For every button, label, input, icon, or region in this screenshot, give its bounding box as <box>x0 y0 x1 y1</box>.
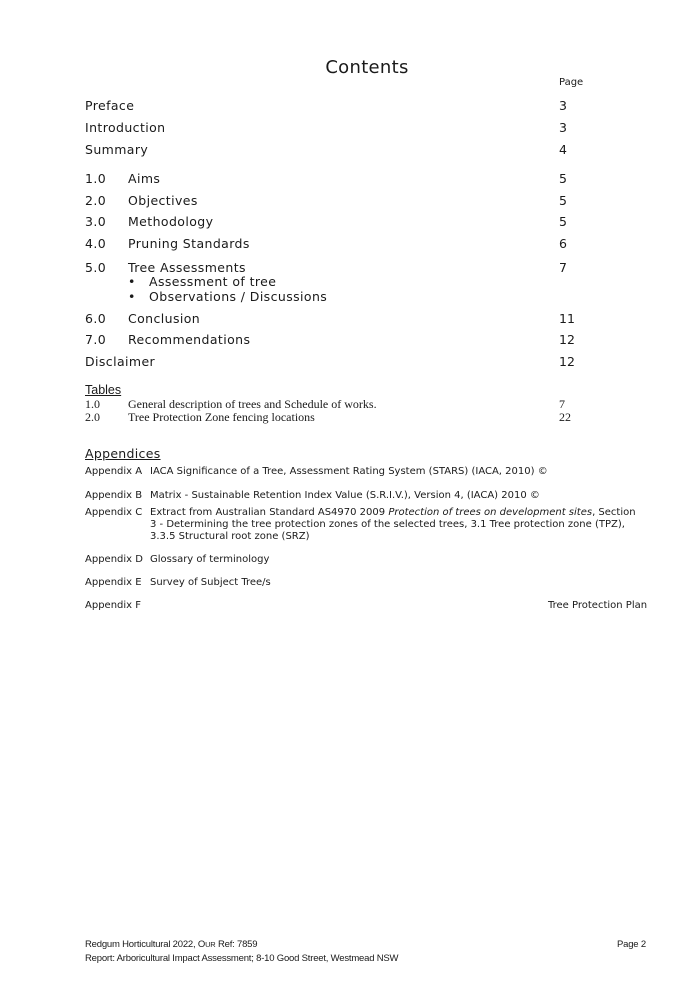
page-title: Contents <box>325 57 409 78</box>
toc-page: 6 <box>559 236 567 251</box>
appendix-code: Appendix C <box>85 507 143 518</box>
toc-number: 3.0 <box>85 214 107 229</box>
toc-page: 11 <box>559 311 575 326</box>
footer-ref: Redgum Horticultural 2022, OUR Ref: 7859 <box>85 939 258 950</box>
toc-page: 7 <box>559 260 567 275</box>
page-column-header: Page <box>559 77 584 88</box>
appendix-text: Matrix - Sustainable Retention Index Value (S.R.I.V.), Version 4, (IACA) 2010 © <box>150 490 540 501</box>
appendix-code: Appendix F <box>85 600 142 611</box>
toc-number: 6.0 <box>85 311 107 326</box>
toc-label: Conclusion <box>128 311 201 326</box>
appendices-heading: Appendices <box>85 446 161 461</box>
table-page: 7 <box>559 397 565 411</box>
toc-label: Preface <box>85 98 135 113</box>
footer-report: Report: Arboricultural Impact Assessment; 8-10 Good Street, Westmead NSW <box>85 953 399 964</box>
tables-heading: Tables <box>85 383 122 397</box>
toc-label: Summary <box>85 142 149 157</box>
appendix-code: Appendix A <box>85 466 143 477</box>
table-number: 1.0 <box>85 397 100 411</box>
toc-label: Disclaimer <box>85 354 156 369</box>
table-page: 22 <box>559 410 571 424</box>
toc-number: 5.0 <box>85 260 107 275</box>
toc-label: Aims <box>128 171 161 186</box>
toc-number: 1.0 <box>85 171 107 186</box>
toc-label: Tree Assessments <box>128 260 246 275</box>
table-number: 2.0 <box>85 410 100 424</box>
appendix-text: Extract from Australian Standard AS4970 2009 Protection of trees on development sites, Section 3 - Determining the tree protection zones of the selected trees, 3.1 Tree protection zone (TPZ), 3.3.5 Structural root zone (SRZ) <box>150 507 636 542</box>
toc-number: 4.0 <box>85 236 107 251</box>
appendix-code: Appendix D <box>85 554 143 565</box>
toc-page: 5 <box>559 193 567 208</box>
toc-page: 12 <box>559 332 575 347</box>
toc-label: Objectives <box>128 193 198 208</box>
toc-label: Introduction <box>85 120 166 135</box>
toc-page: 12 <box>559 354 575 369</box>
toc-page: 3 <box>559 120 567 135</box>
toc-page: 4 <box>559 142 567 157</box>
toc-page: 5 <box>559 214 567 229</box>
appendix-text: Tree Protection Plan <box>548 600 648 611</box>
table-label: General description of trees and Schedule of works. <box>128 397 377 411</box>
appendix-code: Appendix B <box>85 490 143 501</box>
appendix-text: Survey of Subject Tree/s <box>150 577 271 588</box>
appendix-text: Glossary of terminology <box>150 554 270 565</box>
footer-page-number: Page 2 <box>617 939 646 950</box>
toc-label: Pruning Standards <box>128 236 250 251</box>
appendix-code: Appendix E <box>85 577 142 588</box>
toc-number: 2.0 <box>85 193 107 208</box>
table-label: Tree Protection Zone fencing locations <box>128 410 315 424</box>
toc-label: Recommendations <box>128 332 251 347</box>
appendix-text: IACA Significance of a Tree, Assessment Rating System (STARS) (IACA, 2010) © <box>150 466 548 477</box>
toc-page: 3 <box>559 98 567 113</box>
toc-number: 7.0 <box>85 332 107 347</box>
toc-page: 5 <box>559 171 567 186</box>
toc-label: Methodology <box>128 214 214 229</box>
